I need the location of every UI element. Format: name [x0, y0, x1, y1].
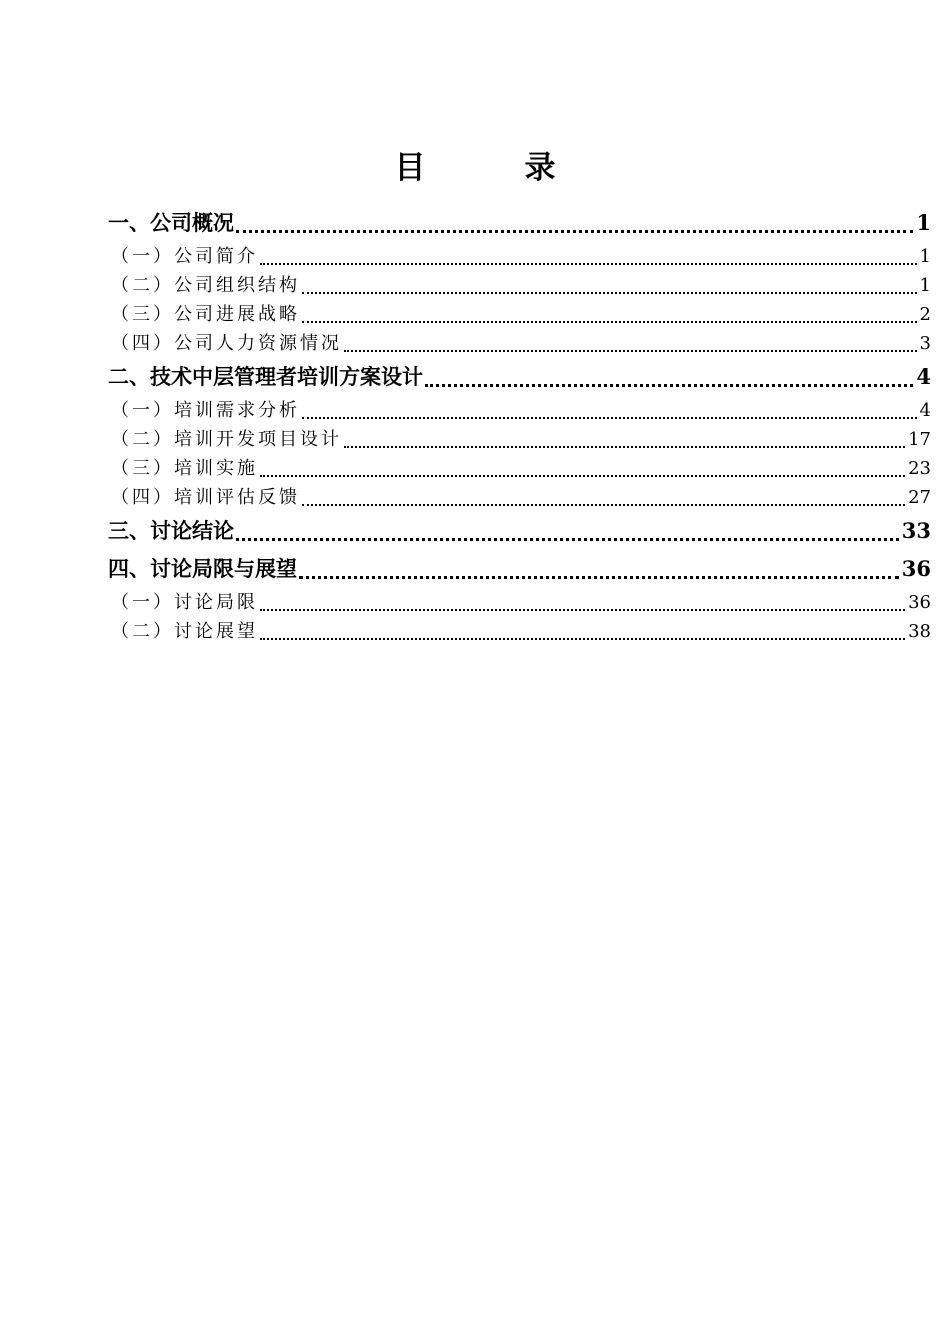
- toc-entry-label: （四）培训评估反馈: [111, 487, 300, 508]
- dot-leader: [302, 417, 917, 419]
- dot-leader: [299, 576, 899, 579]
- dot-leader: [302, 504, 905, 506]
- toc-entry[interactable]: [108, 204, 931, 242]
- toc-entry-label: （二）公司组织结构: [111, 275, 300, 296]
- toc-entry-page: 36: [908, 592, 931, 613]
- toc-entry[interactable]: [108, 358, 931, 396]
- toc-entry-page: 17: [908, 429, 931, 450]
- toc-entry-page: 4: [919, 400, 931, 421]
- toc-entry[interactable]: [108, 512, 931, 550]
- toc-entry-label: 三、讨论结论: [108, 518, 234, 543]
- toc-entry[interactable]: [108, 425, 931, 454]
- toc-entry-label: （一）公司简介: [111, 246, 258, 267]
- toc-entry-page: 2: [919, 304, 931, 325]
- toc-entry-page: 4: [916, 364, 931, 389]
- toc-entry-label: （一）培训需求分析: [111, 400, 300, 421]
- toc-entry-page: 27: [908, 487, 931, 508]
- dot-leader: [302, 292, 917, 294]
- toc-entry[interactable]: [108, 617, 931, 646]
- toc-entry-label: （四）公司人力资源情况: [111, 333, 342, 354]
- toc-entry-label: （二）培训开发项目设计: [111, 429, 342, 450]
- toc-entry[interactable]: [108, 329, 931, 358]
- toc-entry-page: 23: [908, 458, 931, 479]
- toc-entry-page: 1: [919, 275, 931, 296]
- dot-leader: [236, 538, 899, 541]
- toc-entry-label: 一、公司概况: [108, 210, 234, 235]
- dot-leader: [344, 350, 917, 352]
- toc-entry-page: 33: [901, 518, 931, 543]
- toc-entry[interactable]: [108, 271, 931, 300]
- toc-entry[interactable]: [108, 396, 931, 425]
- toc-entry[interactable]: [108, 483, 931, 512]
- toc-entry-page: 38: [908, 621, 931, 642]
- dot-leader: [260, 475, 905, 477]
- toc-entry-page: 36: [901, 556, 931, 581]
- dot-leader: [236, 230, 913, 233]
- dot-leader: [260, 263, 917, 265]
- page-title: 目 录: [394, 150, 590, 186]
- dot-leader: [425, 384, 913, 387]
- toc-entry[interactable]: [108, 454, 931, 483]
- toc-entry-page: 1: [919, 246, 931, 267]
- dot-leader: [302, 321, 917, 323]
- toc-entry-label: （三）公司进展战略: [111, 304, 300, 325]
- toc-entry-label: （一）讨论局限: [111, 592, 258, 613]
- toc-entry-page: 3: [919, 333, 931, 354]
- toc-entry-label: 二、技术中层管理者培训方案设计: [108, 364, 423, 389]
- dot-leader: [260, 609, 905, 611]
- dot-leader: [344, 446, 905, 448]
- dot-leader: [260, 638, 905, 640]
- toc-entry-label: （二）讨论展望: [111, 621, 258, 642]
- toc-entry[interactable]: [108, 242, 931, 271]
- toc-entry[interactable]: [108, 550, 931, 588]
- toc-entry[interactable]: [108, 588, 931, 617]
- toc-entry-page: 1: [916, 210, 931, 235]
- table-of-contents: [108, 204, 931, 646]
- toc-entry[interactable]: [108, 300, 931, 329]
- toc-entry-label: （三）培训实施: [111, 458, 258, 479]
- toc-entry-label: 四、讨论局限与展望: [108, 556, 297, 581]
